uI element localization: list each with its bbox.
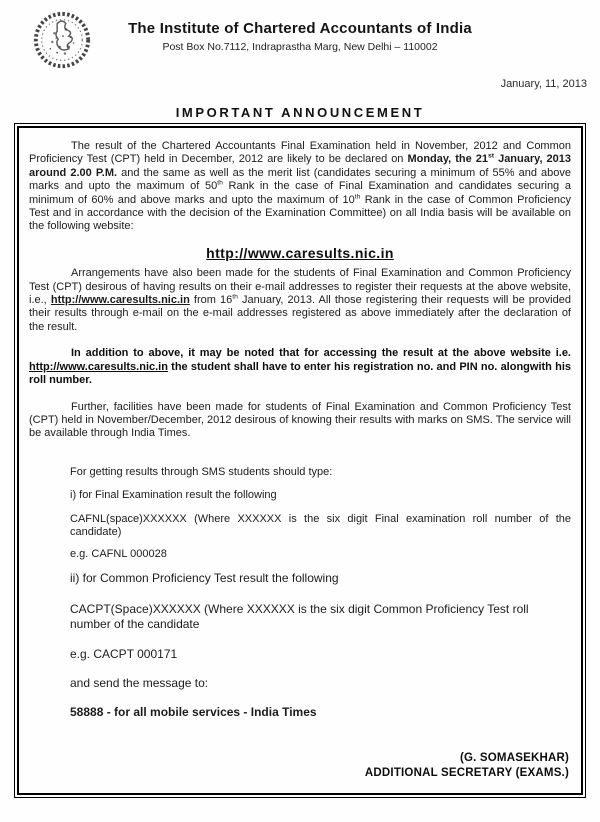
sms-number-line: 58888 - for all mobile services - India Times — [70, 704, 317, 719]
paragraph-result-declaration: The result of the Chartered Accountants Final Examination held in November, 2012 and Common Proficiency Test (CPT) held in December, 2012 are likely to be declared on Monday, the 21st January, 2013 around 2.00 P.M. and the same as well as the merit list (candidates securing a minimum of 55% and above marks and upto the maximum of 50th Rank in the case of Final Examination and candidates securing a minimum of 60% and above marks and upto the maximum of 10th Rank in the case of Common Proficiency Test and in accordance with the decision of the Examination Committee) on all India basis will be available on the following website: — [29, 140, 571, 233]
sms-instructions — [70, 441, 571, 720]
inline-website-link[interactable]: http://www.caresults.nic.in — [50, 294, 190, 307]
final-exam-sms-format: CAFNL(space)XXXXXX (Where XXXXXX is the six digit Final examination roll number of the candidate) — [70, 512, 571, 538]
signatory-designation: ADDITIONAL SECRETARY (EXAMS.) — [364, 767, 569, 779]
announcement-title: IMPORTANT ANNOUNCEMENT — [175, 105, 425, 120]
send-message-label: and send the message to: — [70, 675, 209, 690]
org-name: The Institute of Chartered Accountants of India — [128, 20, 472, 37]
paragraph-email-registration: Arrangements have also been made for the students of Final Examination and Common Proficiency Test (CPT) desirous of having results on their e-mail addresses to register their requests at the above website, i.e., http://www.caresults.nic.in from 16th January, 2013. All those registering their requests will be provided their results through e-mail on the e-mail addresses registered as above immediately after the declaration of the result. — [29, 267, 571, 333]
signature-block — [29, 751, 571, 781]
org-address: Post Box No.7112, Indraprastha Marg, New Delhi – 110002 — [162, 41, 438, 53]
announcement-box — [14, 123, 586, 798]
final-exam-sms-example: e.g. CAFNL 000028 — [70, 548, 167, 561]
cpt-sms-format: CACPT(Space)XXXXXX (Where XXXXXX is the six digit Common Proficiency Test roll number of the candidate — [70, 601, 529, 631]
signatory-name: (G. SOMASEKHAR) — [459, 752, 569, 764]
results-website-link[interactable]: http://www.caresults.nic.in — [206, 244, 394, 261]
cpt-item-label: ii) for Common Proficiency Test result the following — [70, 570, 339, 585]
icai-seal-icon — [31, 10, 93, 72]
document-date: January, 11, 2013 — [500, 78, 587, 90]
announcement-body — [17, 126, 583, 795]
paragraph-sms-facility: Further, facilities have been made for students of Final Examination and Common Proficiency Test (CPT) held in November/December, 2012 desirous of knowing their results with marks on SMS. The service will be available through India Times. — [29, 400, 571, 440]
final-exam-item-label: i) for Final Examination result the following — [70, 489, 277, 502]
sms-instructions-intro: For getting results through SMS students should type: — [70, 465, 333, 478]
paragraph-result-access: In addition to above, it may be noted that for accessing the result at the above website i.e. http://www.caresults.nic.in the student shall have to enter his registration no. and PIN no. alongwith his roll number. — [29, 347, 571, 387]
cpt-sms-example: e.g. CACPT 000171 — [70, 646, 178, 661]
inline-website-link[interactable]: http://www.caresults.nic.in — [29, 360, 168, 373]
